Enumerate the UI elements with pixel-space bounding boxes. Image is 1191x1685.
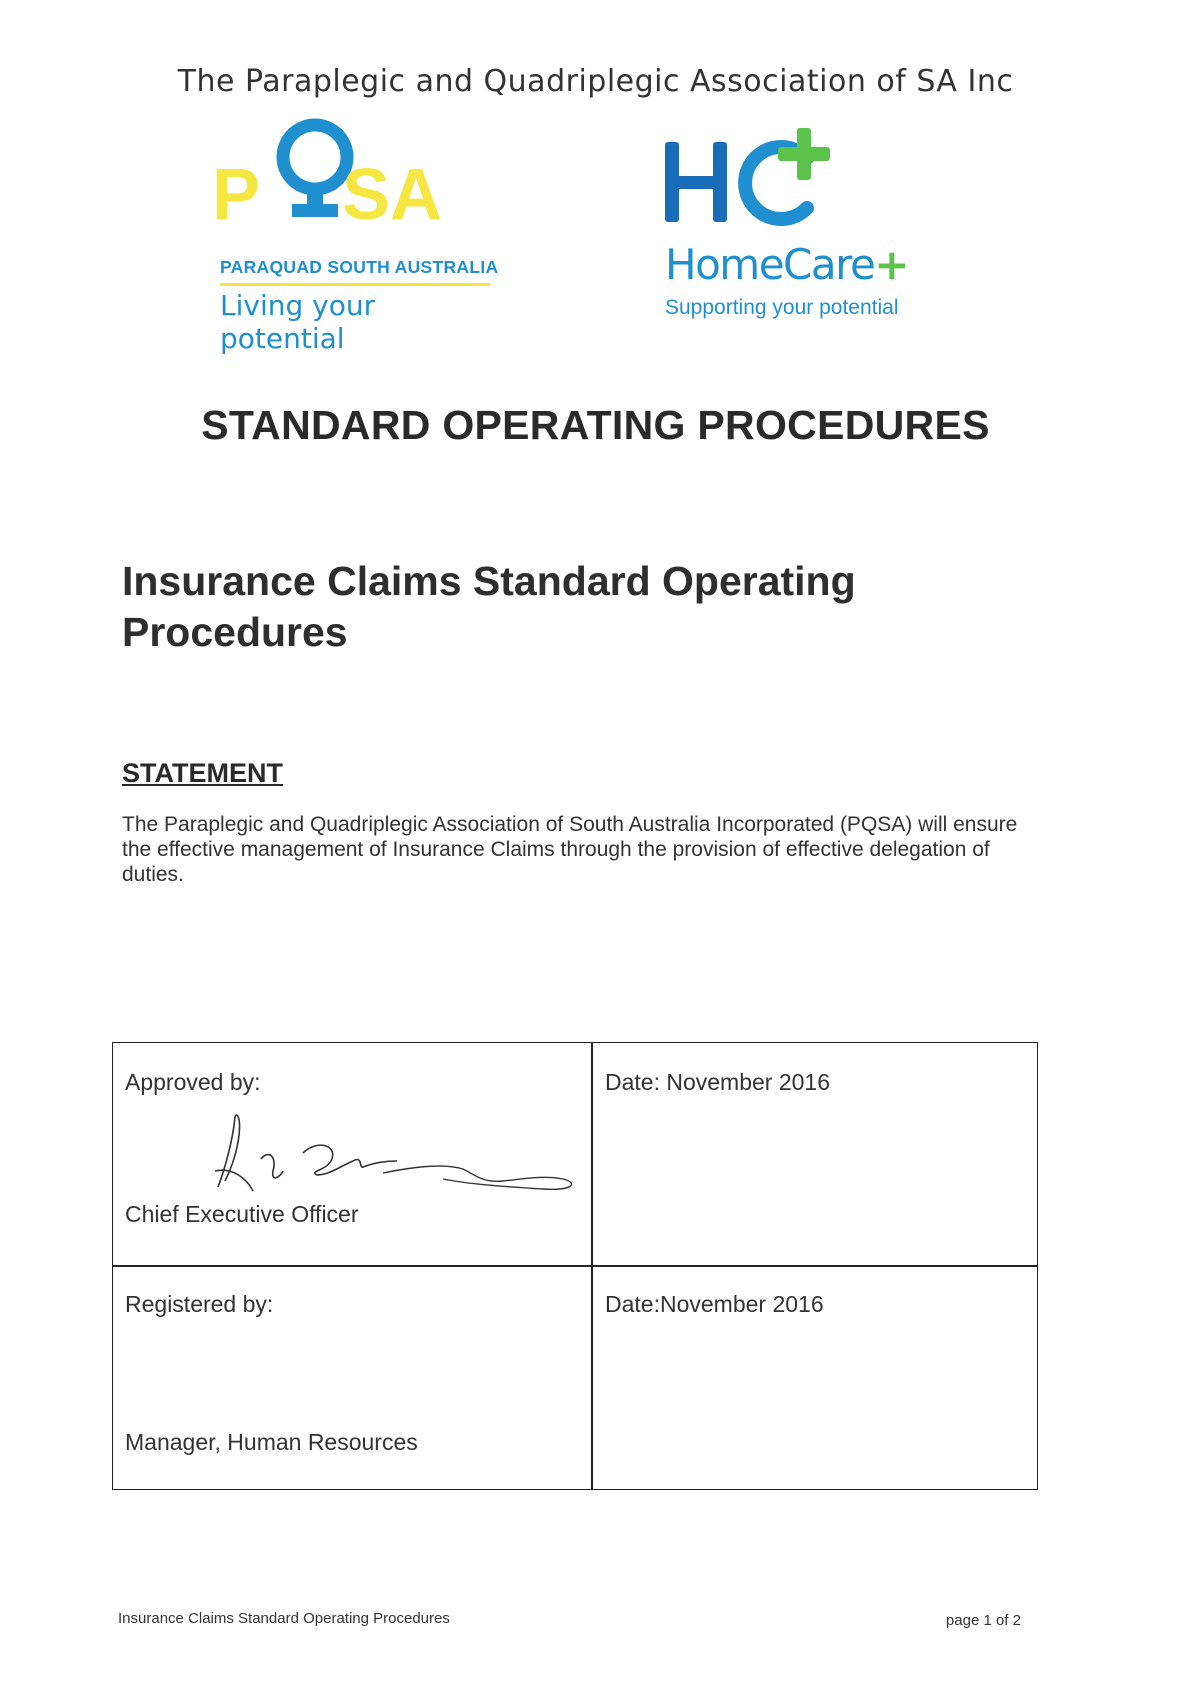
pqsa-tagline: Living your potential bbox=[220, 289, 376, 355]
pqsa-divider bbox=[220, 283, 490, 286]
org-name: The Paraplegic and Quadriplegic Association of SA Inc bbox=[177, 64, 1014, 99]
homecare-name: HomeCare+ bbox=[665, 240, 908, 289]
main-title: STANDARD OPERATING PROCEDURES bbox=[201, 402, 990, 448]
registered-by-cell bbox=[113, 1267, 591, 1489]
footer-doc-name: Insurance Claims Standard Operating Procedures bbox=[118, 1610, 450, 1627]
statement-heading: STATEMENT bbox=[122, 758, 283, 788]
approval-table bbox=[112, 1042, 1038, 1490]
approved-by-role: Chief Executive Officer bbox=[125, 1201, 359, 1227]
approved-by-label: Approved by: bbox=[125, 1069, 261, 1095]
pqsa-logo bbox=[212, 112, 500, 355]
footer-page-number: page 1 of 2 bbox=[945, 1612, 1021, 1629]
registered-by-role: Manager, Human Resources bbox=[125, 1429, 418, 1455]
registered-date-cell bbox=[593, 1267, 1037, 1489]
approved-date-cell bbox=[593, 1043, 1037, 1265]
homecare-plus: + bbox=[874, 240, 908, 289]
svg-text:P: P bbox=[212, 155, 261, 235]
approved-by-cell bbox=[113, 1043, 591, 1265]
registered-date: Date:November 2016 bbox=[605, 1291, 824, 1317]
homecare-logo bbox=[665, 128, 965, 328]
pqsa-subtitle: PARAQUAD SOUTH AUSTRALIA bbox=[220, 257, 499, 277]
document-title: Insurance Claims Standard Operating Procedures bbox=[122, 558, 856, 655]
hc-plus-wordmark-icon bbox=[665, 128, 865, 238]
statement-body: The Paraplegic and Quadriplegic Association of South Australia Incorporated (PQSA) will ensure the effective management of Insurance Claims through the provision of effective delegation of duties. bbox=[122, 813, 1018, 886]
svg-text:SA: SA bbox=[342, 155, 443, 235]
registered-by-label: Registered by: bbox=[125, 1291, 274, 1317]
homecare-tagline: Supporting your potential bbox=[665, 296, 899, 319]
approved-date: Date: November 2016 bbox=[605, 1069, 831, 1095]
pqsa-wordmark-icon bbox=[212, 112, 500, 252]
signature-image bbox=[213, 1109, 593, 1199]
